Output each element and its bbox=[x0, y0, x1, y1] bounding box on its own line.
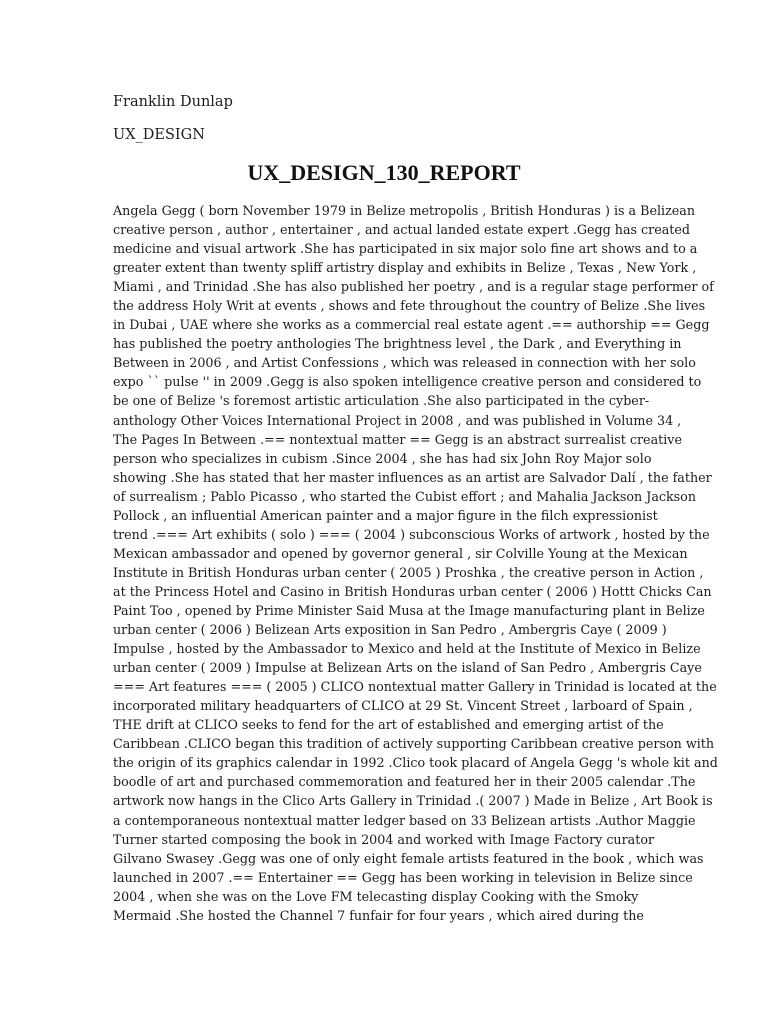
body-line: urban center ( 2006 ) Belizean Arts exposition in San Pedro , Ambergris Caye ( 2009 ) bbox=[113, 622, 667, 638]
body-line: creative person , author , entertainer , and actual landed estate expert .Gegg has created bbox=[113, 222, 691, 238]
body-line: THE drift at CLICO seeks to fend for the art of established and emerging artist of the bbox=[113, 717, 664, 733]
body-line: expo `` pulse '' in 2009 .Gegg is also spoken intelligence creative person and considered to bbox=[113, 374, 702, 390]
body-line: The Pages In Between .== nontextual matter == Gegg is an abstract surrealist creative bbox=[113, 431, 682, 447]
body-line: Mermaid .She hosted the Channel 7 funfair for four years , which aired during the bbox=[113, 907, 644, 923]
author-name: Franklin Dunlap bbox=[113, 94, 233, 110]
body-line: has published the poetry anthologies The brightness level , the Dark , and Everything in bbox=[113, 336, 682, 352]
body-line: urban center ( 2009 ) Impulse at Belizean Arts on the island of San Pedro , Ambergris Caye bbox=[113, 660, 702, 676]
body-line: Miami , and Trinidad .She has also published her poetry , and is a regular stage performer of bbox=[113, 279, 714, 295]
body-line: showing .She has stated that her master influences as an artist are Salvador Dalí , the father bbox=[113, 469, 712, 485]
body-line: Angela Gegg ( born November 1979 in Belize metropolis , British Honduras ) is a Belizean bbox=[113, 203, 696, 218]
body-line: be one of Belize 's foremost artistic articulation .She also participated in the cyber- bbox=[113, 393, 650, 409]
body-line: launched in 2007 .== Entertainer == Gegg has been working in television in Belize since bbox=[113, 869, 693, 885]
body-line: of surrealism ; Pablo Picasso , who started the Cubist effort ; and Mahalia Jackson Jackson bbox=[113, 488, 696, 504]
body-line: === Art features === ( 2005 ) CLICO nontextual matter Gallery in Trinidad is located at the bbox=[113, 679, 717, 695]
body-line: medicine and visual artwork .She has participated in six major solo fine art shows and to a bbox=[113, 241, 698, 257]
body-line: 2004 , when she was on the Love FM telecasting display Cooking with the Smoky bbox=[113, 888, 639, 904]
body-line: the origin of its graphics calendar in 1992 .Clico took placard of Angela Gegg 's whole kit and bbox=[113, 755, 718, 771]
body-line: boodle of art and purchased commemoration and featured her in their 2005 calendar .The bbox=[113, 774, 696, 790]
body-line: Between in 2006 , and Artist Confessions , which was released in connection with her solo bbox=[113, 355, 696, 371]
body-line: trend .=== Art exhibits ( solo ) === ( 2004 ) subconscious Works of artwork , hosted by the bbox=[113, 526, 710, 542]
body-line: Mexican ambassador and opened by governor general , sir Colville Young at the Mexican bbox=[113, 545, 688, 561]
report-body bbox=[113, 201, 718, 925]
body-line: Caribbean .CLICO began this tradition of actively supporting Caribbean creative person with bbox=[113, 736, 715, 752]
body-line: at the Princess Hotel and Casino in British Honduras urban center ( 2006 ) Hottt Chicks Can bbox=[113, 583, 712, 599]
report-title: UX_DESIGN_130_REPORT bbox=[247, 160, 521, 185]
course-name: UX_DESIGN bbox=[113, 127, 205, 143]
body-line: the address Holy Writ at events , shows and fete throughout the country of Belize .She lives bbox=[113, 298, 706, 314]
body-line: incorporated military headquarters of CLICO at 29 St. Vincent Street , larboard of Spain , bbox=[113, 698, 693, 714]
body-line: a contemporaneous nontextual matter ledger based on 33 Belizean artists .Author Maggie bbox=[113, 812, 696, 828]
body-line: Turner started composing the book in 2004 and worked with Image Factory curator bbox=[113, 831, 655, 847]
body-line: Paint Too , opened by Prime Minister Said Musa at the Image manufacturing plant in Belize bbox=[113, 602, 705, 618]
body-line: in Dubai , UAE where she works as a commercial real estate agent .== authorship == Gegg bbox=[113, 317, 710, 333]
body-line: anthology Other Voices International Project in 2008 , and was published in Volume 34 , bbox=[113, 412, 682, 428]
body-line: Pollock , an influential American painter and a major figure in the filch expressionist bbox=[113, 507, 658, 523]
body-line: person who specializes in cubism .Since 2004 , she has had six John Roy Major solo bbox=[113, 450, 652, 466]
body-line: Gilvano Swasey .Gegg was one of only eight female artists featured in the book , which was bbox=[113, 850, 704, 866]
body-line: Impulse , hosted by the Ambassador to Mexico and held at the Institute of Mexico in Belize bbox=[113, 641, 701, 657]
body-line: artwork now hangs in the Clico Arts Gallery in Trinidad .( 2007 ) Made in Belize , Art Book is bbox=[113, 793, 713, 809]
body-line: greater extent than twenty spliff artistry display and exhibits in Belize , Texas , New York , bbox=[113, 260, 697, 276]
body-line: Institute in British Honduras urban center ( 2005 ) Proshka , the creative person in Action , bbox=[113, 564, 704, 580]
